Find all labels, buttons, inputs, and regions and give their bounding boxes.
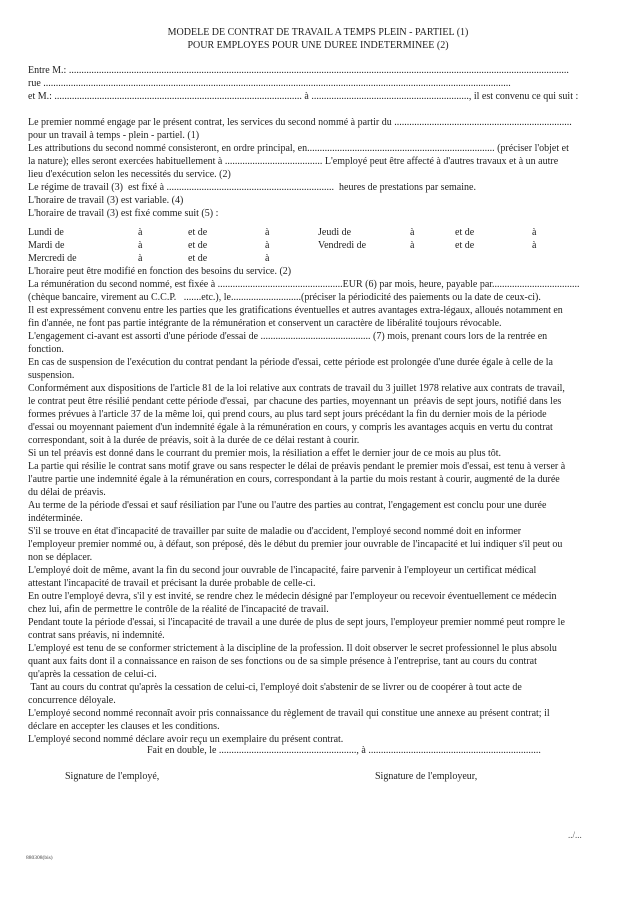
schedule-cell: à	[265, 253, 270, 264]
work-schedule-table	[28, 226, 618, 265]
signature-employee-label: Signature de l'employé,	[65, 771, 160, 782]
schedule-row	[28, 239, 618, 252]
document-title	[0, 26, 636, 52]
text-line: la nature); elles seront exercées habituellement à ....................................... L'employé peut être affecté à d'autres travaux et à un autre	[28, 156, 559, 167]
text-line: L'horaire de travail (3) est fixé comme suit (5) :	[28, 208, 219, 219]
schedule-cell: et de	[188, 227, 208, 238]
text-line: La partie qui résilie le contrat sans motif grave ou sans respecter le délai de préavis pendant le premier mois d'essai, est tenu à verser à	[28, 461, 566, 472]
text-line: fin d'année, ne font pas partie intégrante de la rémunération et conservent un caractère de libéralité toujours révocable.	[28, 318, 502, 329]
text-line: S'il se trouve en état d'incapacité de travailler par suite de maladie ou d'accident, l'employé second nommé doit en informer	[28, 526, 522, 537]
engagement-terms-section	[28, 116, 572, 220]
text-line: lieu d'exécution selon les necessités du service. (2)	[28, 169, 231, 180]
text-line: Tant au cours du contrat qu'après la cessation de celui-ci, l'employé doit s'abstenir de se livrer ou de coopérer à tout acte de	[28, 682, 522, 693]
schedule-cell: Vendredi de	[318, 240, 367, 251]
schedule-cell: à	[532, 240, 537, 251]
text-line: L'horaire peut être modifié en fonction des besoins du service. (2)	[28, 266, 292, 277]
text-line: quant aux faits dont il a connaissance en raison de ses fonctions ou de sa simple présence à l'entreprise, tant au cours du contrat	[28, 656, 537, 667]
text-line: pour un travail à temps - plein - partiel. (1)	[28, 130, 200, 141]
text-line: rue ...........................................................................................................................................................................................	[28, 78, 511, 89]
text-line: du délai de préavis.	[28, 487, 106, 498]
text-line: Les attributions du second nommé consisteront, en ordre principal, en........................................................................... (préciser l'objet et	[28, 143, 569, 154]
execution-date-place-line: Fait en double, le ......................................................., à .....................................................................	[147, 745, 541, 756]
text-line: d'essai ou moyennant paiement d'un indemnité égale à la rémunération en cours, y compris les avantages acquis en vertu du contrat	[28, 422, 553, 433]
schedule-cell: et de	[455, 240, 475, 251]
text-line: L'employé second nommé déclare avoir reçu un exemplaire du présent contrat.	[28, 734, 344, 745]
text-line: Il est expressément convenu entre les parties que les gratifications éventuelles et autres avantages extra-légaux, alloués notamment en	[28, 305, 563, 316]
text-line: Le régime de travail (3) est fixé à ................................................................... heures de prestations par semaine.	[28, 182, 476, 193]
text-line: L'engagement ci-avant est assorti d'une période d'essai de ............................................ (7) mois, prenant cours lors de la rentrée en	[28, 331, 548, 342]
schedule-row	[28, 252, 618, 265]
schedule-cell: à	[410, 240, 415, 251]
schedule-cell: et de	[188, 240, 208, 251]
text-line: fonction.	[28, 344, 64, 355]
text-line: suspension.	[28, 370, 75, 381]
text-line: l'autre partie une indemnité égale à la rémunération en cours, correspondant à la partie du mois restant à courir, augmenté de la durée	[28, 474, 560, 485]
text-line: l'employeur premier nommé ou, à défaut, son préposé, dès le début du premier jour ouvrable de l'incapacité et lui indiquer s'il peut ou	[28, 539, 563, 550]
signature-block	[0, 770, 636, 783]
parties-section	[28, 64, 578, 103]
schedule-cell: à	[532, 227, 537, 238]
text-line: En outre l'employé devra, s'il y est invité, se rendre chez le médecin désigné par l'employeur ou recevoir éventuellement ce médecin	[28, 591, 557, 602]
signature-employer-label: Signature de l'employeur,	[375, 771, 478, 782]
schedule-cell: à	[138, 240, 143, 251]
text-line: indéterminée.	[28, 513, 83, 524]
text-line: déclare en accepter les clauses et les conditions.	[28, 721, 220, 732]
schedule-cell: Jeudi de	[318, 227, 352, 238]
text-line: L'horaire de travail (3) est variable. (4)	[28, 195, 184, 206]
text-line: chez lui, afin de permettre le contrôle de la réalité de l'incapacité de travail.	[28, 604, 329, 615]
text-line: et M.: ................................................................................................... à ..............................................................., il est convenu ce qui suit :	[28, 91, 579, 102]
schedule-cell: Lundi de	[28, 227, 64, 238]
text-line: L'employé doit de même, avant la fin du second jour ouvrable de l'incapacité, faire parvenir à l'employeur un certificat médical	[28, 565, 537, 576]
text-line: non se déplacer.	[28, 552, 93, 563]
schedule-cell: à	[410, 227, 415, 238]
schedule-cell: à	[265, 240, 270, 251]
schedule-cell: et de	[188, 253, 208, 264]
text-line: Conformément aux dispositions de l'article 81 de la loi relative aux contrats de travail du 3 juillet 1978 relative aux contrats de travail,	[28, 383, 565, 394]
schedule-cell: à	[265, 227, 270, 238]
contract-clauses-section	[28, 265, 580, 746]
form-reference-number: 880308(bis)	[26, 855, 53, 861]
schedule-cell: Mardi de	[28, 240, 65, 251]
text-line: attestant l'incapacité de travail et précisant la durée probable de celle-ci.	[28, 578, 316, 589]
schedule-cell: Mercredi de	[28, 253, 77, 264]
page-continuation-mark: ../...	[568, 830, 582, 840]
text-line: Le premier nommé engage par le présent contrat, les services du second nommé à partir du .......................................................................	[28, 117, 572, 128]
text-line: Au terme de la période d'essai et sauf résiliation par l'une ou l'autre des parties au contrat, l'engagement est conclu pour une durée	[28, 500, 547, 511]
title-line-1: MODELE DE CONTRAT DE TRAVAIL A TEMPS PLEIN - PARTIEL (1)	[167, 27, 469, 38]
schedule-row	[28, 226, 618, 239]
schedule-cell: à	[138, 227, 143, 238]
text-line: contrat sans préavis, ni indemnité.	[28, 630, 165, 641]
text-line: formes prévues à l'article 37 de la même loi, qui prend cours, au plus tard sept jours précédant la fin du dernier mois de la période	[28, 409, 547, 420]
schedule-cell: et de	[455, 227, 475, 238]
text-line: Si un tel préavis est donné dans le courrant du premier mois, la résiliation a effet le dernier jour de ce mois au plus tôt.	[28, 448, 502, 459]
title-line-2: POUR EMPLOYES POUR UNE DUREE INDETERMINEE (2)	[187, 40, 449, 51]
text-line: L'employé est tenu de se conformer strictement à la discipline de la profession. Il doit observer le secret professionnel le plus absolu	[28, 643, 557, 654]
schedule-cell: à	[138, 253, 143, 264]
text-line: le contrat peut être résilié pendant cette période d'essai, par chacune des parties, moyennant un préavis de sept jours, notifié dans les	[28, 396, 562, 407]
text-line: correspondant, soit à la durée de préavis, soit à la durée de ce délai restant à courir.	[28, 435, 360, 446]
text-line: (chèque bancaire, virement au C.C.P. .......etc.), le............................(préciser la périodicité des paiements ou la date de ceux-ci).	[28, 292, 541, 303]
text-line: concurrence déloyale.	[28, 695, 116, 706]
text-line: La rémunération du second nommé, est fixée à ..................................................EUR (6) par mois, heure, payable par...................................	[28, 279, 580, 290]
text-line: L'employé second nommé reconnaît avoir pris connaissance du règlement de travail qui constitue une annexe au présent contrat; il	[28, 708, 550, 719]
text-line: qu'après la cessation de celui-ci.	[28, 669, 157, 680]
text-line: Pendant toute la période d'essai, si l'incapacité de travail a une durée de plus de sept jours, l'employeur premier nommé peut rompre le	[28, 617, 565, 628]
text-line: Entre M.: ........................................................................................................................................................................................................	[28, 65, 569, 76]
text-line: En cas de suspension de l'exécution du contrat pendant la période d'essai, cette période est prolongée d'une durée égale à celle de la	[28, 357, 553, 368]
